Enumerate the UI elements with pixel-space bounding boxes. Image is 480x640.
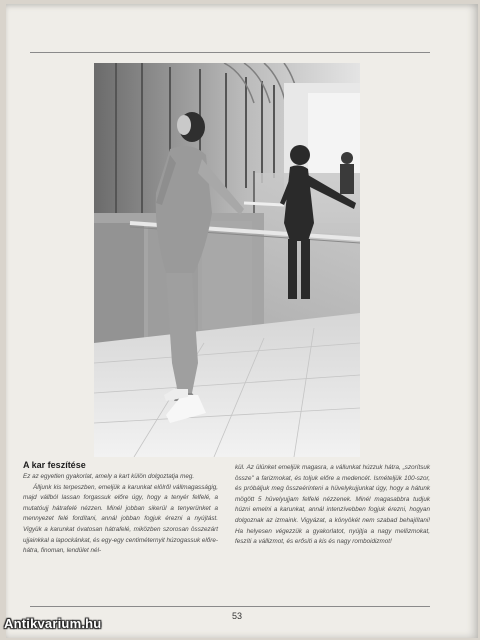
watermark-logo: Antikvarium.hu [4,616,102,631]
section-heading: A kar feszítése [23,460,86,470]
bottom-rule [30,606,430,607]
book-page [6,4,478,638]
ballet-studio-photo [94,63,360,457]
left-text-column [23,472,218,557]
right-text-column [235,463,430,548]
body-paragraph-left: Álljunk kis terpeszben, emeljük a karunkat elölről vállmagasságig, majd vállból lassan forgassuk előre úgy, hogy a tenyér felfelé, a mutatóujj hátrafelé nézzen. Minél jobban sikerül a tenyerünket a mennyezet felé fordítani, annál jobban fogjuk érezni a nyújtást. Vigyük a karunkat óvatosan hátrafelé, miközben szorosan összezárt ujjainkkal a lapockánkat, és egy-egy centiméternyit húzogassuk előre-hátra, finoman, lendület nél- [23,483,218,555]
background-figure [340,152,354,194]
body-paragraph-right: kül. Az ülünket emeljük magasra, a vállunkat húzzuk hátra, „szorítsuk össze" a farizmokat, és toljuk előre a medencét. Ismételjük 100-szor, és próbáljuk meg összeérinteni a hüvelykujjunkat úgy, hogy a hátunk mögött 5 hüvelyujjam felfelé nézzenek. Minél magasabbra tudjuk húzni emelni a karunkat, annál intenzívebben fogjuk érezni, hogyan dolgoznak az izmaink. Vigyázat, a könyökét nem szabad behajlítani! Ha helyesen végezzük a gyakorlatot, nyújtja a nagy mellizmokat, feszíti a vállizmot, és erősíti a kis és nagy romboidizmot! [235,464,430,546]
lead-paragraph: Ez az egyetlen gyakorlat, amely a kart külön dolgoztatja meg. [23,473,195,480]
article-text [23,460,433,600]
top-rule [30,52,430,53]
photo-illustration [94,63,360,457]
page-number: 53 [231,611,242,621]
